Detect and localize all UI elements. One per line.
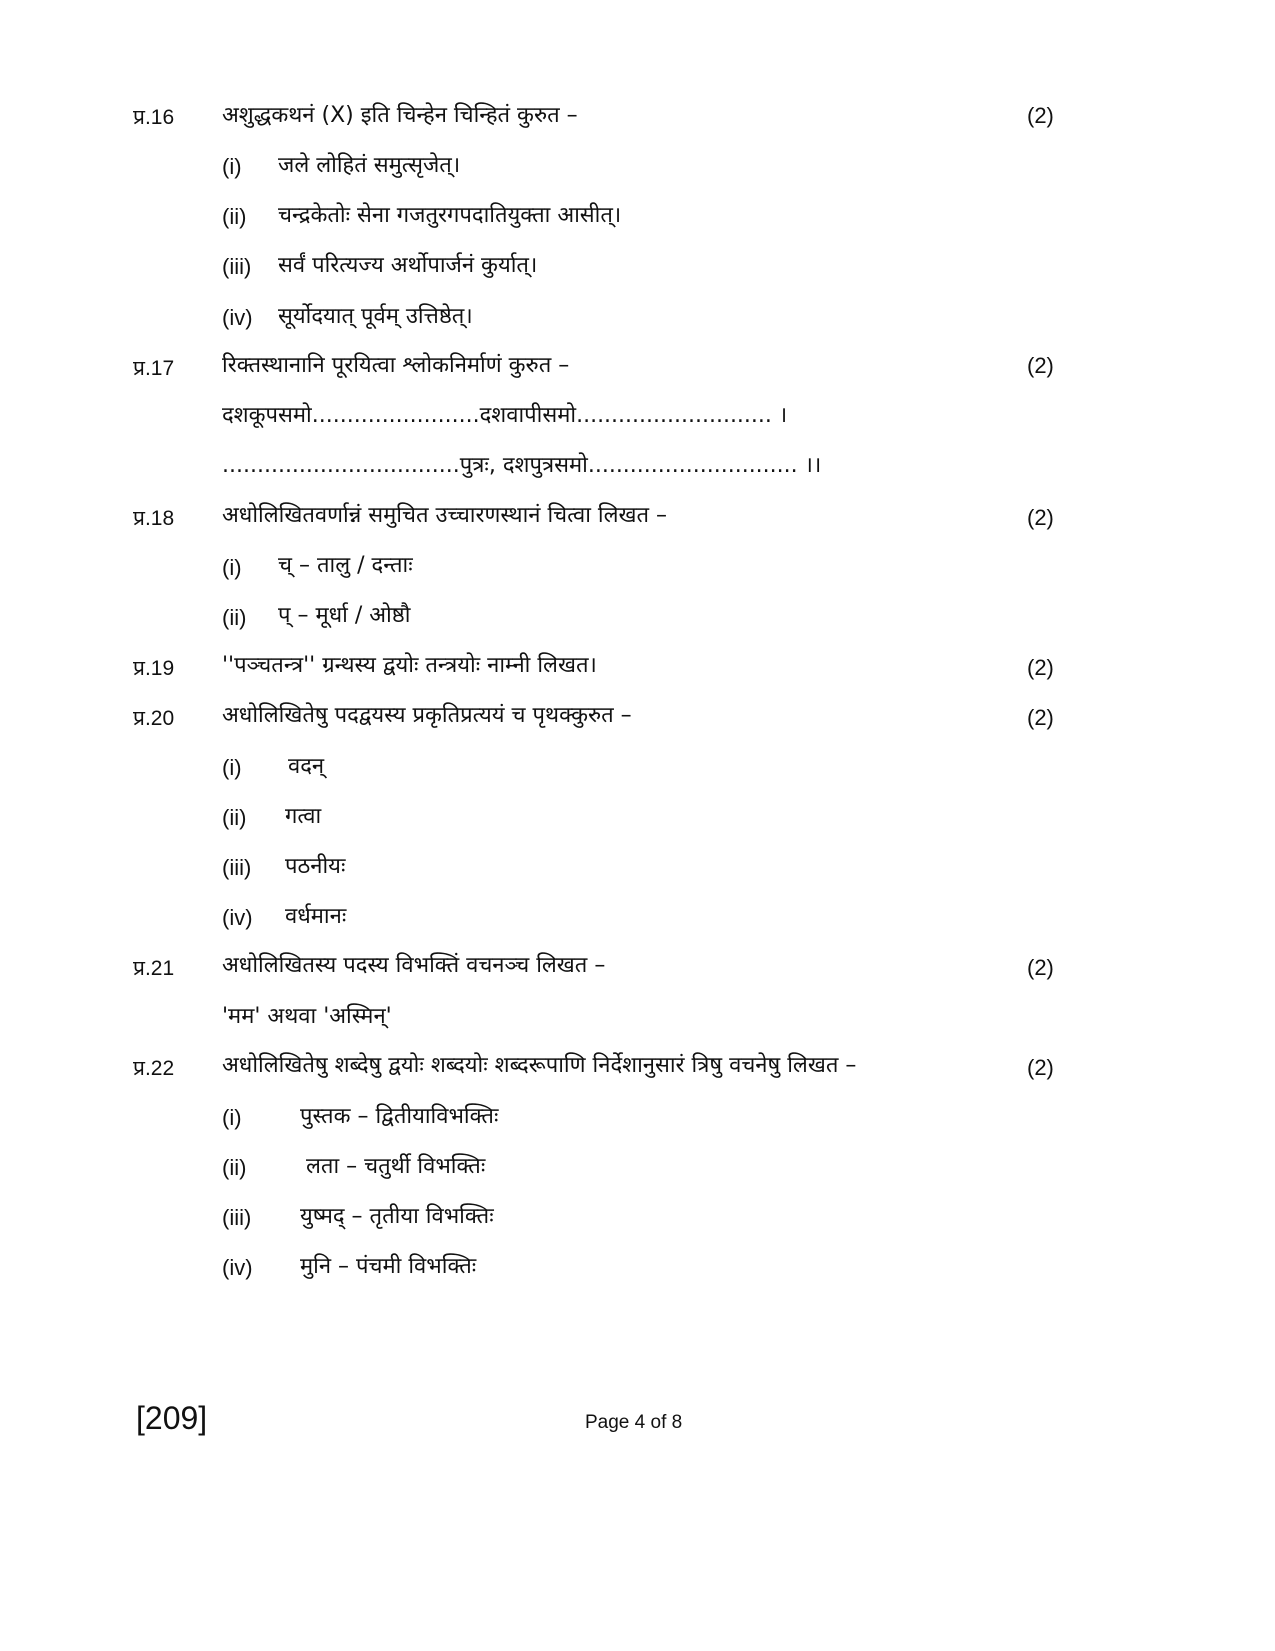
item-number: (i) — [222, 154, 242, 179]
item-number: (iv) — [222, 305, 253, 330]
item-text: सूर्योदयात् पूर्वम् उत्तिष्ठेत्। — [278, 304, 473, 329]
item-number: (i) — [222, 1105, 242, 1130]
item-number: (iv) — [222, 1255, 253, 1280]
item-text: 'मम' अथवा 'अस्मिन्' — [222, 1004, 392, 1029]
question-marks: (2) — [1027, 505, 1054, 530]
paper-code: [209] — [136, 1400, 208, 1436]
question-text: अधोलिखितेषु पदद्वयस्य प्रकृतिप्रत्ययं च पृथक्कुरुत – — [222, 703, 632, 728]
item-text: चन्द्रकेतोः सेना गजतुरगपदातियुक्ता आसीत्। — [278, 203, 622, 228]
item-number: (iii) — [222, 855, 252, 880]
item-number: (i) — [222, 555, 242, 580]
item-text: मुनि – पंचमी विभक्तिः — [300, 1254, 477, 1279]
item-text: वर्धमानः — [285, 904, 347, 929]
item-text: वदन् — [288, 754, 325, 779]
question-marks: (2) — [1027, 655, 1054, 680]
item-number: (ii) — [222, 204, 247, 229]
item-text: युष्मद् – तृतीया विभक्तिः — [300, 1204, 494, 1229]
item-text: पठनीयः — [285, 854, 346, 879]
item-number: (ii) — [222, 605, 247, 630]
fill-blank-line: ..................................पुत्रः, दशपुत्रसमो.............................. ।। — [222, 453, 822, 478]
item-text: प् – मूर्धा / ओष्ठौ — [278, 603, 411, 628]
item-number: (iv) — [222, 905, 253, 930]
question-number: प्र.17 — [133, 357, 175, 380]
question-marks: (2) — [1027, 103, 1054, 128]
item-text: सर्वं परित्यज्य अर्थोपार्जनं कुर्यात्। — [278, 253, 538, 278]
question-text: रिक्तस्थानानि पूरयित्वा श्लोकनिर्माणं कुरुत – — [222, 353, 570, 378]
question-number: प्र.16 — [133, 106, 175, 129]
question-marks: (2) — [1027, 705, 1054, 730]
question-text: अशुद्धकथनं (X) इति चिन्हेन चिन्हितं कुरुत – — [222, 103, 578, 128]
item-number: (iii) — [222, 254, 252, 279]
item-number: (i) — [222, 755, 242, 780]
question-number: प्र.21 — [133, 957, 175, 980]
question-marks: (2) — [1027, 1055, 1054, 1080]
question-number: प्र.18 — [133, 507, 175, 530]
question-text: अधोलिखितेषु शब्देषु द्वयोः शब्दयोः शब्दरूपाणि निर्देशानुसारं त्रिषु वचनेषु लिखत – — [222, 1053, 857, 1078]
question-text: अधोलिखितवर्णान्नं समुचित उच्चारणस्थानं चित्वा लिखत – — [222, 503, 668, 528]
item-number: (ii) — [222, 1155, 247, 1180]
item-number: (ii) — [222, 805, 247, 830]
fill-blank-line: दशकूपसमो........................दशवापीसमो............................ । — [222, 403, 788, 428]
question-marks: (2) — [1027, 955, 1054, 980]
item-text: गत्वा — [285, 804, 322, 829]
question-number: प्र.19 — [133, 657, 175, 680]
item-text: पुस्तक – द्वितीयाविभक्तिः — [300, 1104, 499, 1129]
question-number: प्र.22 — [133, 1057, 175, 1080]
question-number: प्र.20 — [133, 707, 175, 730]
item-text: जले लोहितं समुत्सृजेत्। — [278, 153, 461, 178]
question-text: ''पञ्चतन्त्र'' ग्रन्थस्य द्वयोः तन्त्रयोः नाम्नी लिखत। — [222, 653, 597, 678]
question-marks: (2) — [1027, 353, 1054, 378]
item-text: लता – चतुर्थी विभक्तिः — [306, 1154, 486, 1179]
page-number: Page 4 of 8 — [585, 1412, 683, 1433]
item-number: (iii) — [222, 1205, 252, 1230]
item-text: च् – तालु / दन्ताः — [278, 553, 413, 578]
question-text: अधोलिखितस्य पदस्य विभक्तिं वचनञ्च लिखत – — [222, 953, 606, 978]
